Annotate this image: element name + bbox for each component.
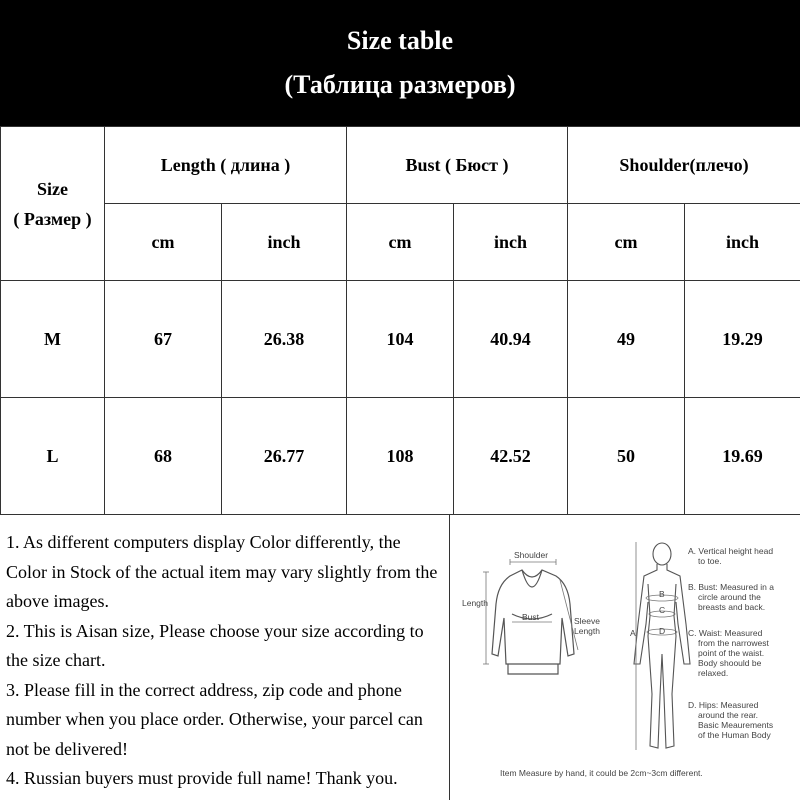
note-item: 3. Please fill in the correct address, zip code and phone number when you place order. Otherwise, your parcel can not be delivered! [6, 679, 423, 759]
unit-header: cm [347, 204, 454, 281]
table-cell: 40.94 [454, 281, 568, 398]
bust-label: Bust [522, 612, 540, 622]
note-item: 2. This is Aisan size, Please choose your size according to the size chart. [6, 620, 424, 670]
sleeve-label: Sleeve [574, 616, 600, 626]
table-cell: 26.38 [222, 281, 347, 398]
legend-c: relaxed. [698, 668, 729, 678]
shoulder-label: Shoulder [514, 550, 549, 560]
legend-c: point of the waist. [698, 648, 765, 658]
legend-a: A. Vertical height head [688, 546, 774, 556]
table-cell: 42.52 [454, 398, 568, 515]
table-row [1, 281, 800, 398]
table-cell: 26.77 [222, 398, 347, 515]
notes-panel [0, 514, 450, 800]
length-group-header: Length ( длина ) [105, 127, 347, 204]
page-title: Size table [346, 26, 454, 55]
page-subtitle: (Таблица размеров) [284, 70, 516, 99]
marker-b: B [659, 589, 665, 599]
table-cell: 19.29 [685, 281, 800, 398]
note-item: 1. As different computers display Color differently, the Color in Stock of the actual item may vary slightly from the above images. [6, 532, 438, 611]
table-cell: 19.69 [685, 398, 800, 515]
legend-d: Basic Meaurements [698, 720, 774, 730]
bust-group-header: Bust ( Бюст ) [347, 127, 568, 204]
legend-b: circle around the [698, 592, 761, 602]
legend-b: B. Bust: Measured in a [688, 582, 774, 592]
legend-d: D. Hips: Measured [688, 700, 759, 710]
legend-a: to toe. [698, 556, 722, 566]
table-cell: 104 [347, 281, 454, 398]
size-cell: L [1, 398, 105, 515]
table-cell: 50 [568, 398, 685, 515]
unit-header: inch [685, 204, 800, 281]
legend [688, 546, 774, 740]
legend-c: from the narrowest [698, 638, 769, 648]
table-row [1, 398, 800, 515]
size-cell: M [1, 281, 105, 398]
body-figure-icon [634, 543, 690, 748]
marker-c: C [659, 605, 666, 615]
unit-header: inch [454, 204, 568, 281]
size-table-header [0, 0, 800, 126]
size-table [0, 126, 800, 515]
marker-d: D [659, 626, 666, 636]
diagram-footer: Item Measure by hand, it could be 2cm~3cm different. [500, 768, 703, 778]
table-cell: 68 [105, 398, 222, 515]
legend-c: C. Waist: Measured [688, 628, 763, 638]
unit-header: inch [222, 204, 347, 281]
length-label: Length [462, 598, 488, 608]
unit-header: cm [105, 204, 222, 281]
legend-b: breasts and back. [698, 602, 766, 612]
table-cell: 49 [568, 281, 685, 398]
size-column-header [1, 127, 105, 281]
size-header-label: Size [37, 178, 68, 199]
shoulder-group-header: Shoulder(плечо) [568, 127, 800, 204]
legend-d: of the Human Body [698, 730, 771, 740]
note-item: 4. Russian buyers must provide full name! Thank you. [6, 768, 398, 788]
unit-header: cm [568, 204, 685, 281]
measurement-diagram [452, 514, 800, 800]
table-cell: 67 [105, 281, 222, 398]
legend-d: around the rear. [698, 710, 759, 720]
sleeve-label: Length [574, 626, 600, 636]
marker-a: A [630, 628, 636, 638]
legend-c: Body shoould be [698, 658, 762, 668]
size-header-label-ru: ( Размер ) [13, 208, 92, 229]
table-cell: 108 [347, 398, 454, 515]
measurement-illustration [452, 514, 800, 800]
